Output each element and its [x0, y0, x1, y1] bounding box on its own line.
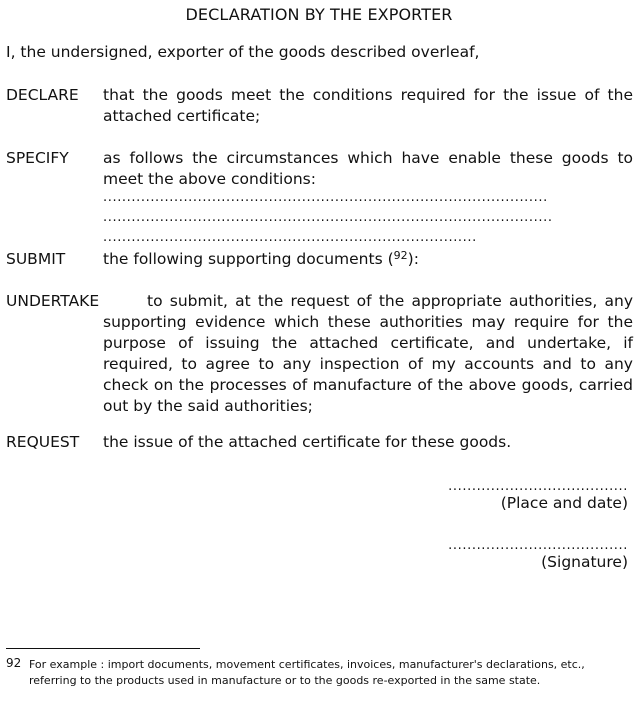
specify-keyword: SPECIFY	[6, 149, 69, 167]
undertake-keyword: UNDERTAKE	[6, 292, 100, 310]
place-date-dots: ......................................	[448, 479, 628, 494]
footnote-reference: 92	[393, 249, 408, 262]
undertake-text	[103, 291, 633, 417]
footnote-text: For example : import documents, movement certificates, invoices, manufacturer's declarations, etc., referring to the products used in manufacture or to the goods re-exported in the same state.	[29, 658, 585, 687]
signature-dots: ......................................	[448, 538, 628, 553]
submit-text	[103, 249, 419, 270]
specify-dot-line-3: ...............................................................................	[103, 230, 477, 245]
submit-text-start: the following supporting documents (	[103, 250, 394, 268]
specify-dot-line-2: ...............................................................................................	[103, 210, 553, 225]
place-date-label: (Place and date)	[500, 494, 628, 512]
page-title: DECLARATION BY THE EXPORTER	[185, 5, 453, 24]
request-text: the issue of the attached certificate for these goods.	[103, 433, 512, 451]
footnote-divider	[6, 648, 200, 649]
intro-text: I, the undersigned, exporter of the goods described overleaf,	[6, 43, 480, 61]
specify-dot-line-1: ..............................................................................................	[103, 190, 548, 205]
submit-keyword: SUBMIT	[6, 250, 66, 268]
footnote-number: 92	[6, 656, 22, 670]
declare-text: that the goods meet the conditions required for the issue of the attached certificate;	[103, 86, 633, 125]
signature-label: (Signature)	[541, 553, 628, 571]
specify-text: as follows the circumstances which have enable these goods to meet the above conditions:	[103, 149, 633, 188]
undertake-text-body: to submit, at the request of the appropriate authorities, any supporting evidence which these authorities may require for the purpose of issuing the attached certificate, and undertake, if required, to agree to any inspection of my accounts and to any check on the processes of manufacture of the above goods, carried out by the said authorities;	[103, 292, 633, 415]
declare-keyword: DECLARE	[6, 86, 79, 104]
submit-text-end: ):	[407, 250, 419, 268]
request-keyword: REQUEST	[6, 433, 80, 451]
